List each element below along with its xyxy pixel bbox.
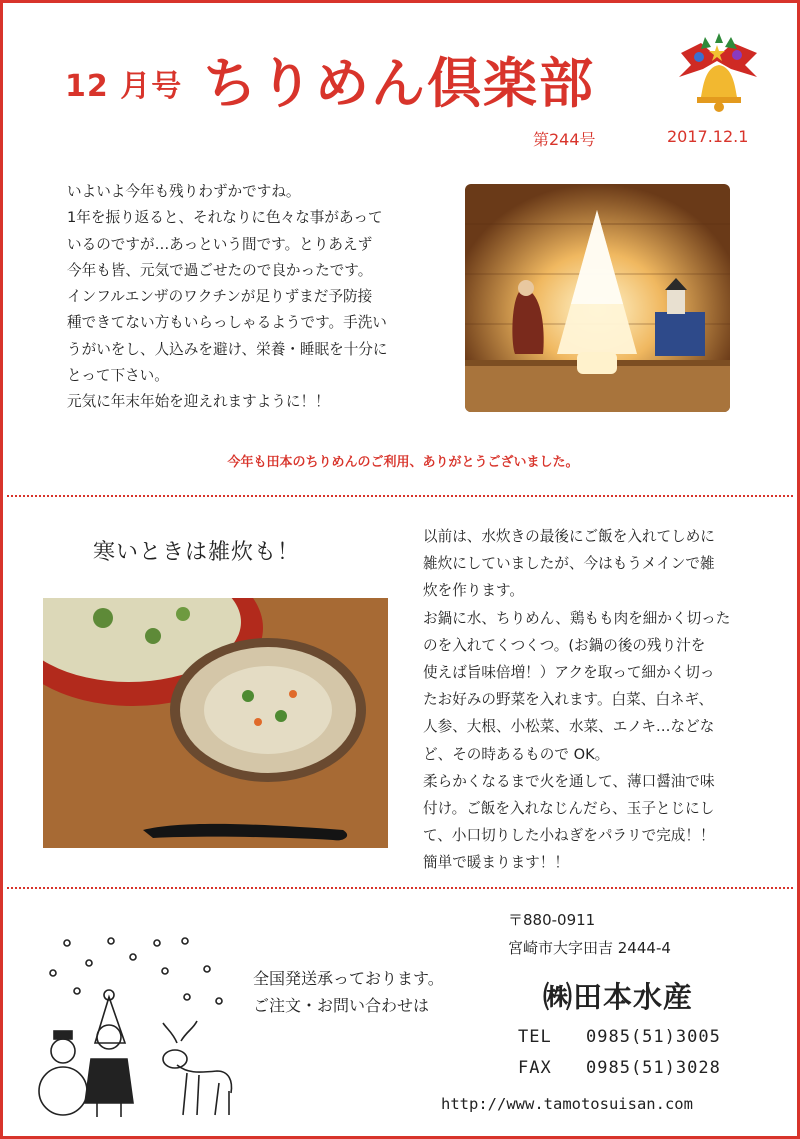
thanks-message: 今年も田本のちりめんのご利用、ありがとうございました。: [227, 455, 579, 470]
recipe-line: 簡単で暖まります！！: [423, 854, 569, 872]
recipe-line: て、小口切りした小ねぎをパラリで完成！！: [423, 827, 715, 845]
christmas-bell-icon: [671, 31, 767, 115]
recipe-line: のを入れてくつくつ。(お鍋の後の残り汁を: [423, 636, 706, 654]
santa-snowman-reindeer-icon: [37, 933, 237, 1123]
recipe-line: 以前は、水炊きの最後にご飯を入れてしめに: [423, 528, 715, 545]
fax-label: FAX: [518, 1058, 552, 1078]
zousui-photo: [43, 598, 388, 848]
recipe-line: ど、その時あるもので OK。: [423, 745, 610, 763]
fax-line: [518, 1058, 721, 1078]
recipe-line: 付け。ご飯を入れなじんだら、玉子とじにし: [423, 800, 715, 818]
intro-line: 1年を振り返ると、それなりに色々な事があって: [67, 209, 383, 227]
issue-number: 第244号: [533, 130, 596, 149]
tel-line: [518, 1027, 721, 1047]
intro-line: とって下さい。: [67, 367, 169, 385]
recipe-text: [423, 523, 788, 877]
recipe-line: お鍋に水、ちりめん、鶏もも肉を細かく切った: [423, 609, 731, 627]
fax-number: 0985(51)3028: [586, 1058, 721, 1078]
tel-number[interactable]: 0985(51)3005: [586, 1027, 721, 1047]
company-name: ㈱田本水産: [543, 980, 694, 1014]
address: 宮崎市大字田吉 2444-4: [508, 939, 671, 957]
recipe-line: 柔らかくなるまで火を通して、薄口醤油で味: [423, 772, 715, 790]
shipping-line-1: 全国発送承っております。: [253, 969, 444, 988]
christmas-tree-photo: [465, 184, 730, 412]
section-divider: [7, 887, 793, 889]
intro-text: [67, 179, 447, 416]
website-link[interactable]: http://www.tamotosuisan.com: [441, 1095, 693, 1113]
recipe-line: 雑炊にしていましたが、今はもうメインで雑: [423, 555, 715, 573]
tel-label: TEL: [518, 1027, 552, 1047]
intro-line: 種できてない方もいらっしゃるようです。手洗い: [67, 314, 387, 332]
recipe-line: 使えば旨味倍増！）アクを取って細かく切っ: [423, 664, 715, 682]
issue-date: 2017.12.1: [667, 127, 749, 146]
intro-line: 今年も皆、元気で過ごせたので良かったです。: [67, 261, 373, 279]
issue-month: 12 月号: [65, 69, 183, 104]
intro-line: うがいをし、人込みを避け、栄養・睡眠を十分に: [67, 340, 388, 358]
intro-line: 元気に年末年始を迎えれますように！！: [67, 393, 330, 411]
postal-code: 〒880-0911: [508, 911, 596, 929]
zousui-title: 寒いときは雑炊も！: [93, 540, 301, 565]
recipe-line: たお好みの野菜を入れます。白菜、白ネギ、: [423, 691, 714, 709]
shipping-line-2: ご注文・お問い合わせは: [253, 996, 430, 1015]
recipe-line: 炊を作ります。: [423, 582, 524, 600]
recipe-line: 人参、大根、小松菜、水菜、エノキ…などな: [423, 718, 715, 736]
intro-line: いるのですが…あっという間です。とりあえず: [67, 235, 373, 253]
page-title: ちりめん倶楽部: [203, 52, 595, 115]
intro-line: いよいよ今年も残りわずかですね。: [67, 183, 301, 200]
intro-line: インフルエンザのワクチンが足りずまだ予防接: [67, 288, 373, 306]
section-divider: [7, 495, 793, 497]
